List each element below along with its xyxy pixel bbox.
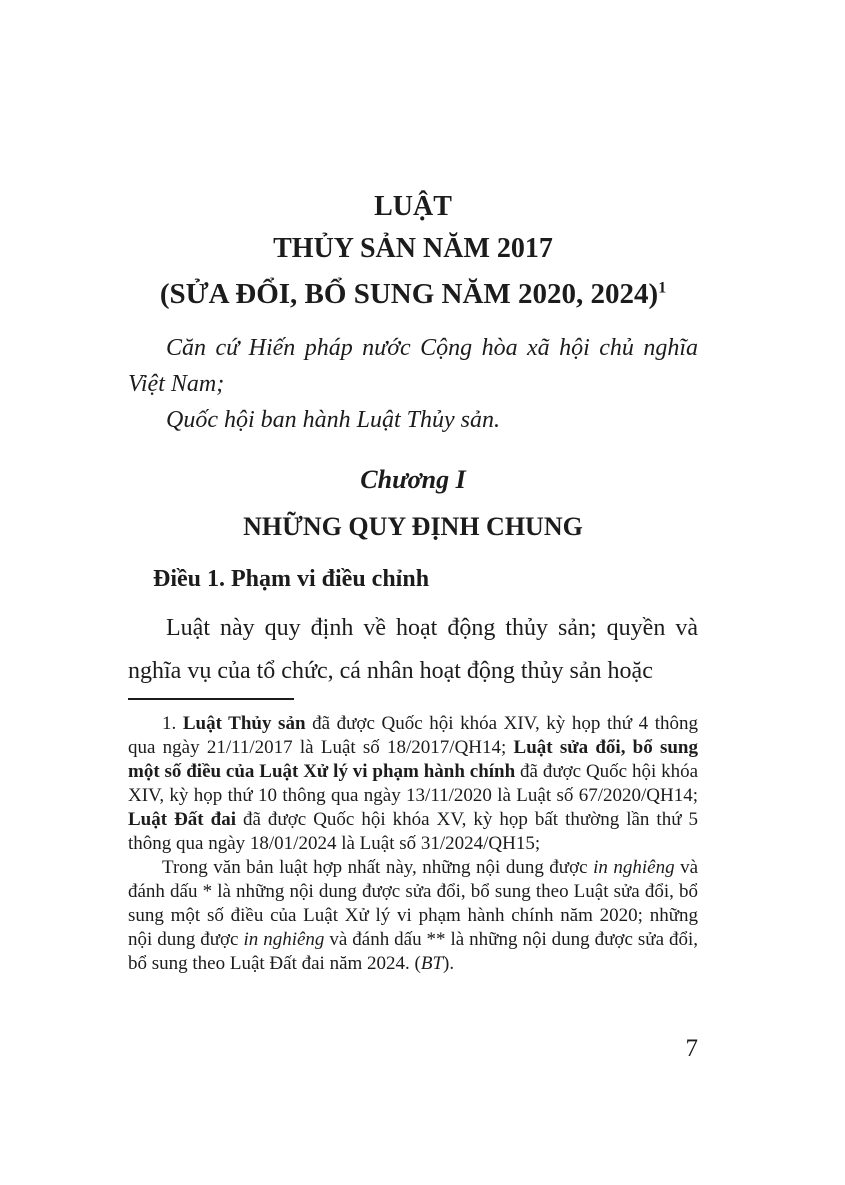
footnote-separator-rule xyxy=(128,698,294,700)
footnote-reference-marker: 1 xyxy=(658,279,667,297)
preamble xyxy=(128,330,698,438)
page-content xyxy=(128,0,698,693)
law-title-line-2: THỦY SẢN NĂM 2017 xyxy=(273,233,553,264)
law-title-line-1: LUẬT xyxy=(374,191,452,222)
page-number: 7 xyxy=(685,1035,698,1062)
preamble-paragraph-constitution: Căn cứ Hiến pháp nước Cộng hòa xã hội chủ nghĩa Việt Nam; xyxy=(128,335,698,397)
chapter-label: Chương I xyxy=(360,465,466,494)
article-1-body-paragraph: Luật này quy định về hoạt động thủy sản; quyền và nghĩa vụ của tổ chức, cá nhân hoạt động thủy sản hoặc xyxy=(128,615,698,684)
footnote-paragraph-sources: 1. Luật Thủy sản đã được Quốc hội khóa XIV, kỳ họp thứ 4 thông qua ngày 21/11/2017 là Luật số 18/2017/QH14; Luật sửa đổi, bổ sung một số điều của Luật Xử lý vi phạm hành chính đã được Quốc hội khóa XIV, kỳ họp thứ 10 thông qua ngày 13/11/2020 là Luật số 67/2020/QH14; Luật Đất đai đã được Quốc hội khóa XV, kỳ họp bất thường lần thứ 5 thông qua ngày 18/01/2024 là Luật số 31/2024/QH15; xyxy=(128,713,698,854)
footnote-paragraph-notation: Trong văn bản luật hợp nhất này, những nội dung được in nghiêng và đánh dấu * là những nội dung được sửa đổi, bổ sung theo Luật sửa đổi, bổ sung một số điều của Luật Xử lý vi phạm hành chính năm 2020; những nội dung được in nghiêng và đánh dấu ** là những nội dung được sửa đổi, bổ sung theo Luật Đất đai năm 2024. (BT). xyxy=(128,857,699,974)
article-1-heading: Điều 1. Phạm vi điều chỉnh xyxy=(153,566,430,592)
law-title-line-3 xyxy=(128,276,698,312)
preamble-paragraph-enactment: Quốc hội ban hành Luật Thủy sản. xyxy=(166,407,501,433)
chapter-title: NHỮNG QUY ĐỊNH CHUNG xyxy=(243,512,583,541)
footnote-section xyxy=(128,698,698,976)
law-title-amendment-text: (SỬA ĐỔI, BỔ SUNG NĂM 2020, 2024) xyxy=(159,278,659,310)
